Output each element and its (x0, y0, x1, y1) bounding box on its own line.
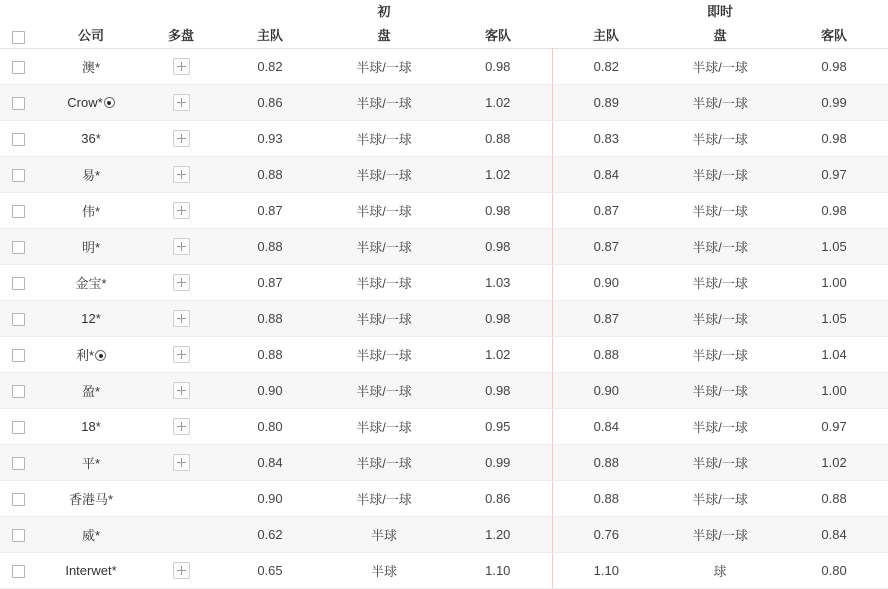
row-checkbox[interactable] (12, 169, 25, 182)
live-handicap: 半球/一球 (660, 409, 780, 445)
multi-handicap-cell[interactable] (146, 553, 216, 589)
select-all-checkbox[interactable] (12, 31, 25, 44)
plus-icon[interactable] (173, 166, 190, 183)
row-select-cell[interactable] (0, 157, 36, 193)
row-select-cell[interactable] (0, 373, 36, 409)
multi-handicap-cell[interactable] (146, 121, 216, 157)
live-away-odds: 1.02 (780, 445, 888, 481)
live-home-odds: 0.88 (552, 481, 660, 517)
table-row[interactable] (0, 157, 888, 193)
row-select-cell[interactable] (0, 481, 36, 517)
company-name[interactable]: Crow* (36, 85, 146, 121)
multi-handicap-cell[interactable] (146, 481, 216, 517)
multi-handicap-cell[interactable] (146, 229, 216, 265)
table-body (0, 49, 888, 589)
table-row[interactable] (0, 121, 888, 157)
init-away-odds: 0.98 (444, 229, 552, 265)
init-away-odds: 0.86 (444, 481, 552, 517)
live-home-odds: 0.83 (552, 121, 660, 157)
multi-handicap-cell[interactable] (146, 193, 216, 229)
row-checkbox[interactable] (12, 529, 25, 542)
init-away-odds: 0.98 (444, 49, 552, 85)
live-away-odds: 1.05 (780, 229, 888, 265)
init-home-odds: 0.88 (216, 229, 324, 265)
header-live-away: 客队 (780, 20, 888, 49)
init-handicap: 半球/一球 (324, 481, 444, 517)
live-home-odds: 0.89 (552, 85, 660, 121)
init-handicap: 半球/一球 (324, 85, 444, 121)
live-home-odds: 0.76 (552, 517, 660, 553)
live-away-odds: 0.98 (780, 121, 888, 157)
init-home-odds: 0.90 (216, 481, 324, 517)
header-init-handicap: 盘 (324, 20, 444, 49)
multi-handicap-cell[interactable] (146, 49, 216, 85)
live-home-odds: 0.90 (552, 265, 660, 301)
plus-icon[interactable] (173, 310, 190, 327)
multi-handicap-cell[interactable] (146, 301, 216, 337)
table-row[interactable] (0, 553, 888, 589)
multi-handicap-cell[interactable] (146, 445, 216, 481)
live-away-odds: 1.00 (780, 373, 888, 409)
init-home-odds: 0.84 (216, 445, 324, 481)
header-live-home: 主队 (552, 20, 660, 49)
live-handicap: 半球/一球 (660, 85, 780, 121)
select-all-cell[interactable] (0, 20, 36, 49)
header-multi: 多盘 (146, 20, 216, 49)
live-home-odds: 0.88 (552, 445, 660, 481)
row-select-cell[interactable] (0, 229, 36, 265)
multi-handicap-cell[interactable] (146, 265, 216, 301)
init-away-odds: 0.99 (444, 445, 552, 481)
live-away-odds: 0.99 (780, 85, 888, 121)
init-home-odds: 0.93 (216, 121, 324, 157)
row-checkbox[interactable] (12, 205, 25, 218)
company-name[interactable]: 12* (36, 301, 146, 337)
init-handicap: 半球/一球 (324, 301, 444, 337)
init-handicap: 半球/一球 (324, 157, 444, 193)
live-handicap: 半球/一球 (660, 265, 780, 301)
live-handicap: 球 (660, 553, 780, 589)
company-name[interactable]: 伟* (36, 193, 146, 229)
live-home-odds: 0.84 (552, 409, 660, 445)
init-away-odds: 1.02 (444, 337, 552, 373)
plus-icon[interactable] (173, 454, 190, 471)
live-home-odds: 0.88 (552, 337, 660, 373)
plus-icon[interactable] (173, 94, 190, 111)
live-home-odds: 0.84 (552, 157, 660, 193)
company-name[interactable]: 明* (36, 229, 146, 265)
header-live-handicap: 盘 (660, 20, 780, 49)
row-select-cell[interactable] (0, 301, 36, 337)
live-away-odds: 1.05 (780, 301, 888, 337)
row-select-cell[interactable] (0, 409, 36, 445)
plus-icon[interactable] (173, 562, 190, 579)
live-handicap: 半球/一球 (660, 229, 780, 265)
init-handicap: 半球 (324, 517, 444, 553)
plus-icon[interactable] (173, 418, 190, 435)
live-away-odds: 0.88 (780, 481, 888, 517)
multi-handicap-cell[interactable] (146, 409, 216, 445)
init-handicap: 半球 (324, 553, 444, 589)
init-away-odds: 0.98 (444, 301, 552, 337)
table-row[interactable] (0, 301, 888, 337)
header-group-initial: 初 (216, 0, 552, 20)
init-home-odds: 0.86 (216, 85, 324, 121)
row-select-cell[interactable] (0, 553, 36, 589)
company-name[interactable]: 威* (36, 517, 146, 553)
row-select-cell[interactable] (0, 265, 36, 301)
company-name[interactable]: 36* (36, 121, 146, 157)
init-home-odds: 0.88 (216, 157, 324, 193)
table-row[interactable] (0, 373, 888, 409)
row-checkbox[interactable] (12, 493, 25, 506)
plus-icon[interactable] (173, 58, 190, 75)
table-row[interactable] (0, 229, 888, 265)
football-icon (104, 97, 115, 108)
row-select-cell[interactable] (0, 85, 36, 121)
row-select-cell[interactable] (0, 49, 36, 85)
table-row[interactable] (0, 409, 888, 445)
header-column-row (0, 20, 888, 49)
live-away-odds: 0.97 (780, 157, 888, 193)
multi-handicap-cell[interactable] (146, 373, 216, 409)
company-name[interactable]: Interwet* (36, 553, 146, 589)
company-name[interactable]: 易* (36, 157, 146, 193)
row-checkbox[interactable] (12, 241, 25, 254)
live-handicap: 半球/一球 (660, 517, 780, 553)
init-away-odds: 1.02 (444, 157, 552, 193)
row-checkbox[interactable] (12, 349, 25, 362)
live-away-odds: 0.80 (780, 553, 888, 589)
init-home-odds: 0.82 (216, 49, 324, 85)
row-checkbox[interactable] (12, 457, 25, 470)
live-handicap: 半球/一球 (660, 373, 780, 409)
init-away-odds: 0.88 (444, 121, 552, 157)
init-handicap: 半球/一球 (324, 49, 444, 85)
live-away-odds: 0.98 (780, 193, 888, 229)
header-blank-multi (146, 0, 216, 20)
init-home-odds: 0.62 (216, 517, 324, 553)
company-name[interactable]: 澳* (36, 49, 146, 85)
init-away-odds: 0.98 (444, 373, 552, 409)
init-away-odds: 1.02 (444, 85, 552, 121)
header-company: 公司 (36, 20, 146, 49)
multi-handicap-cell[interactable] (146, 157, 216, 193)
init-home-odds: 0.80 (216, 409, 324, 445)
table-row[interactable] (0, 49, 888, 85)
live-away-odds: 0.84 (780, 517, 888, 553)
init-handicap: 半球/一球 (324, 229, 444, 265)
table-row[interactable] (0, 265, 888, 301)
multi-handicap-cell[interactable] (146, 85, 216, 121)
table-row[interactable] (0, 481, 888, 517)
row-checkbox[interactable] (12, 133, 25, 146)
header-blank-check (0, 0, 36, 20)
row-checkbox[interactable] (12, 385, 25, 398)
init-handicap: 半球/一球 (324, 409, 444, 445)
multi-handicap-cell[interactable] (146, 517, 216, 553)
init-handicap: 半球/一球 (324, 265, 444, 301)
init-away-odds: 0.95 (444, 409, 552, 445)
row-checkbox[interactable] (12, 565, 25, 578)
live-home-odds: 0.90 (552, 373, 660, 409)
init-away-odds: 1.20 (444, 517, 552, 553)
row-select-cell[interactable] (0, 337, 36, 373)
table-row[interactable] (0, 193, 888, 229)
init-handicap: 半球/一球 (324, 121, 444, 157)
plus-icon[interactable] (173, 382, 190, 399)
init-home-odds: 0.90 (216, 373, 324, 409)
multi-handicap-cell[interactable] (146, 337, 216, 373)
live-handicap: 半球/一球 (660, 49, 780, 85)
row-checkbox[interactable] (12, 421, 25, 434)
init-home-odds: 0.87 (216, 193, 324, 229)
init-home-odds: 0.87 (216, 265, 324, 301)
plus-icon[interactable] (173, 346, 190, 363)
live-handicap: 半球/一球 (660, 301, 780, 337)
init-handicap: 半球/一球 (324, 193, 444, 229)
live-handicap: 半球/一球 (660, 445, 780, 481)
init-away-odds: 0.98 (444, 193, 552, 229)
row-checkbox[interactable] (12, 313, 25, 326)
live-away-odds: 0.98 (780, 49, 888, 85)
row-checkbox[interactable] (12, 97, 25, 110)
plus-icon[interactable] (173, 238, 190, 255)
init-home-odds: 0.88 (216, 301, 324, 337)
football-icon (95, 350, 106, 361)
row-select-cell[interactable] (0, 193, 36, 229)
init-home-odds: 0.88 (216, 337, 324, 373)
plus-icon[interactable] (173, 202, 190, 219)
table-row[interactable] (0, 337, 888, 373)
init-handicap: 半球/一球 (324, 337, 444, 373)
live-away-odds: 1.04 (780, 337, 888, 373)
init-home-odds: 0.65 (216, 553, 324, 589)
row-checkbox[interactable] (12, 277, 25, 290)
init-handicap: 半球/一球 (324, 445, 444, 481)
live-handicap: 半球/一球 (660, 193, 780, 229)
company-name[interactable]: 利* (36, 337, 146, 373)
row-select-cell[interactable] (0, 445, 36, 481)
init-handicap: 半球/一球 (324, 373, 444, 409)
live-home-odds: 1.10 (552, 553, 660, 589)
table-header (0, 0, 888, 49)
header-group-row (0, 0, 888, 20)
plus-icon[interactable] (173, 130, 190, 147)
company-name[interactable]: 香港马* (36, 481, 146, 517)
live-handicap: 半球/一球 (660, 337, 780, 373)
live-home-odds: 0.82 (552, 49, 660, 85)
row-select-cell[interactable] (0, 517, 36, 553)
init-away-odds: 1.03 (444, 265, 552, 301)
company-name[interactable]: 平* (36, 445, 146, 481)
table-row[interactable] (0, 517, 888, 553)
header-group-live: 即时 (552, 0, 888, 20)
plus-icon[interactable] (173, 274, 190, 291)
header-blank-company (36, 0, 146, 20)
company-name[interactable]: 18* (36, 409, 146, 445)
live-handicap: 半球/一球 (660, 121, 780, 157)
header-init-away: 客队 (444, 20, 552, 49)
live-away-odds: 0.97 (780, 409, 888, 445)
company-name[interactable]: 盈* (36, 373, 146, 409)
row-select-cell[interactable] (0, 121, 36, 157)
table-row[interactable] (0, 445, 888, 481)
company-name[interactable]: 金宝* (36, 265, 146, 301)
header-init-home: 主队 (216, 20, 324, 49)
live-home-odds: 0.87 (552, 193, 660, 229)
live-home-odds: 0.87 (552, 301, 660, 337)
live-home-odds: 0.87 (552, 229, 660, 265)
table-row[interactable] (0, 85, 888, 121)
live-handicap: 半球/一球 (660, 157, 780, 193)
live-away-odds: 1.00 (780, 265, 888, 301)
row-checkbox[interactable] (12, 61, 25, 74)
live-handicap: 半球/一球 (660, 481, 780, 517)
init-away-odds: 1.10 (444, 553, 552, 589)
